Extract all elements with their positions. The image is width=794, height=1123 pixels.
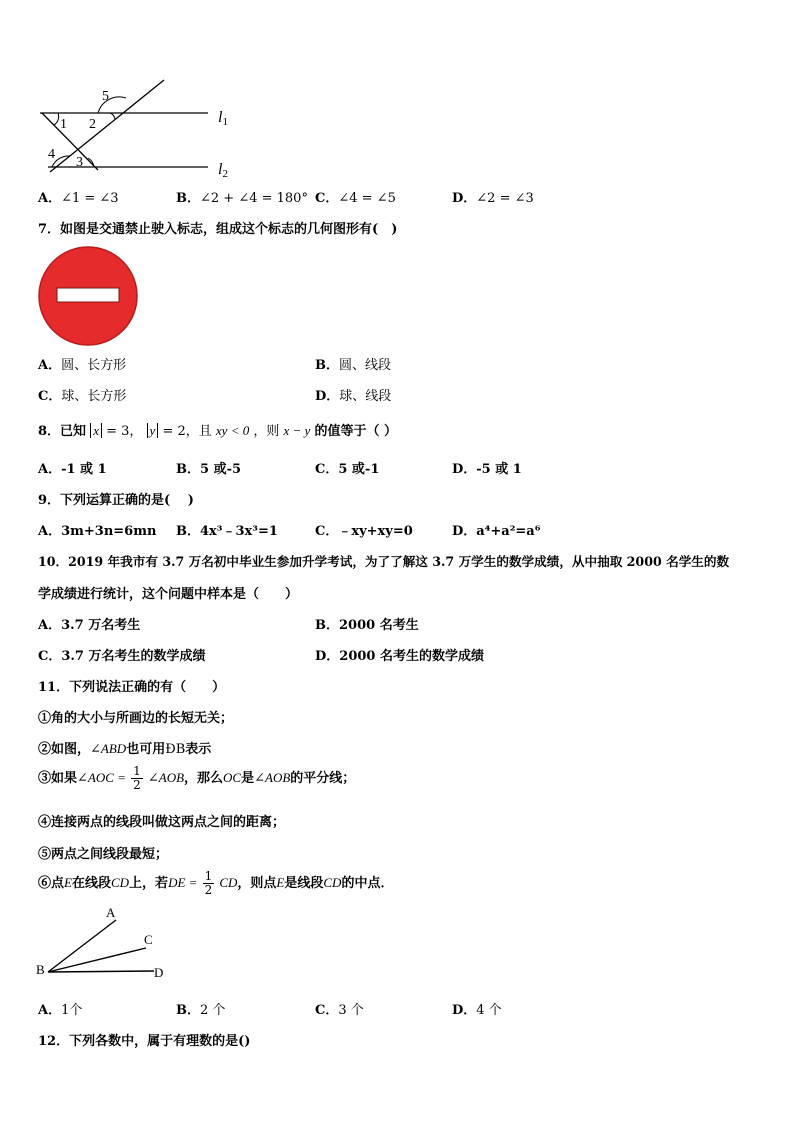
q7-option-d: D．球、线段 bbox=[315, 389, 392, 404]
q11-statement-6: ⑥点E在线段CD上，若DE = $\frac{1}{2}$ CD，则点E是线段CD的中点． bbox=[38, 869, 394, 897]
q11-option-a: A．1个 bbox=[38, 1003, 83, 1018]
q9-option-c: C．﹣xy+xy=0 bbox=[315, 524, 413, 539]
q8-option-a: A．-1 或 1 bbox=[38, 462, 107, 477]
q7-option-c: C．球、长方形 bbox=[38, 389, 127, 404]
angle-label-4: 4 bbox=[48, 147, 55, 162]
line-label-l1: l1 bbox=[218, 109, 228, 128]
angle-arc-1 bbox=[54, 113, 59, 125]
q11-option-d: D．4 个 bbox=[452, 1003, 502, 1018]
point-label-C: C bbox=[144, 932, 153, 947]
q7-option-b: B．圆、线段 bbox=[315, 358, 392, 373]
q8-option-c: C．5 或-1 bbox=[315, 462, 380, 477]
q10-option-a: A．3.7 万名考生 bbox=[38, 618, 141, 633]
no-entry-bar bbox=[57, 288, 119, 302]
q7-stem: 7．如图是交通禁止驶入标志，组成这个标志的几何图形有( ) bbox=[38, 222, 398, 237]
q10-option-d: D．2000 名考生的数学成绩 bbox=[315, 649, 484, 664]
q11-stem: 11．下列说法正确的有（ ） bbox=[38, 680, 226, 695]
q9-option-a: A．3m+3n=6mn bbox=[38, 524, 157, 539]
q11-angle-figure bbox=[34, 904, 174, 984]
no-entry-sign-icon bbox=[37, 245, 139, 347]
q11-statement-2: ②如图，∠ABD也可用ÐB表示 bbox=[38, 741, 212, 757]
q11-statement-4: ④连接两点的线段叫做这两点之间的距离； bbox=[38, 815, 286, 830]
line-label-l2: l2 bbox=[218, 161, 228, 178]
q6-option-c: C．∠4 = ∠5 bbox=[315, 191, 396, 206]
q10-option-b: B．2000 名考生 bbox=[315, 618, 419, 633]
point-label-A: A bbox=[106, 905, 116, 920]
point-label-B: B bbox=[36, 962, 45, 977]
q6-option-d: D．∠2 = ∠3 bbox=[452, 191, 534, 206]
angle-label-5: 5 bbox=[102, 89, 109, 104]
q11-option-b: B．2 个 bbox=[176, 1003, 226, 1018]
point-label-D: D bbox=[154, 965, 164, 980]
q11-statement-3: ③如果∠AOC = $\frac{1}{2}$ ∠AOB，那么OC是∠AOB的平分线； bbox=[38, 764, 356, 792]
angle-label-1: 1 bbox=[60, 117, 67, 132]
q10-stem-line2: 学成绩进行统计，这个问题中样本是（ ） bbox=[38, 587, 299, 602]
q8-option-b: B．5 或-5 bbox=[176, 462, 242, 477]
q11-statement-5: ⑤两点之间线段最短； bbox=[38, 847, 169, 862]
ray-BD bbox=[48, 971, 154, 972]
fraction-one-half-2: $\frac{1}{2}$ bbox=[204, 869, 213, 897]
q9-stem: 9．下列运算正确的是( ) bbox=[38, 493, 194, 508]
q7-option-a: A．圆、长方形 bbox=[38, 358, 127, 373]
q10-stem-line1: 10．2019 年我市有 3.7 万名初中毕业生参加升学考试，为了了解这 3.7 万学生的数学成绩，从中抽取 2000 名学生的数 bbox=[38, 554, 730, 569]
q9-option-b: B．4x³﹣3x³=1 bbox=[176, 524, 278, 539]
q6-option-b: B．∠2 + ∠4 = 180° bbox=[176, 191, 308, 206]
q10-option-c: C．3.7 万名考生的数学成绩 bbox=[38, 649, 206, 664]
q11-statement-1: ①角的大小与所画边的长短无关； bbox=[38, 711, 234, 726]
q12-stem: 12．下列各数中，属于有理数的是() bbox=[38, 1034, 251, 1049]
angle-arc-2 bbox=[110, 113, 115, 119]
q11-option-c: C．3 个 bbox=[315, 1003, 364, 1018]
q6-parallel-lines-figure bbox=[36, 76, 246, 178]
q8-option-d: D．-5 或 1 bbox=[452, 462, 522, 477]
angle-label-3: 3 bbox=[76, 155, 83, 170]
fraction-one-half: $\frac{1}{2}$ bbox=[133, 764, 141, 792]
q6-option-a: A．∠1 = ∠3 bbox=[38, 191, 119, 206]
angle-label-2: 2 bbox=[89, 117, 96, 132]
q8-stem: 8．已知 x = 3， y = 2，且 xy < 0 ，则 x − y 的值等于（ ） bbox=[38, 423, 397, 439]
q9-option-d: D．a⁴+a²=a⁶ bbox=[452, 524, 541, 539]
